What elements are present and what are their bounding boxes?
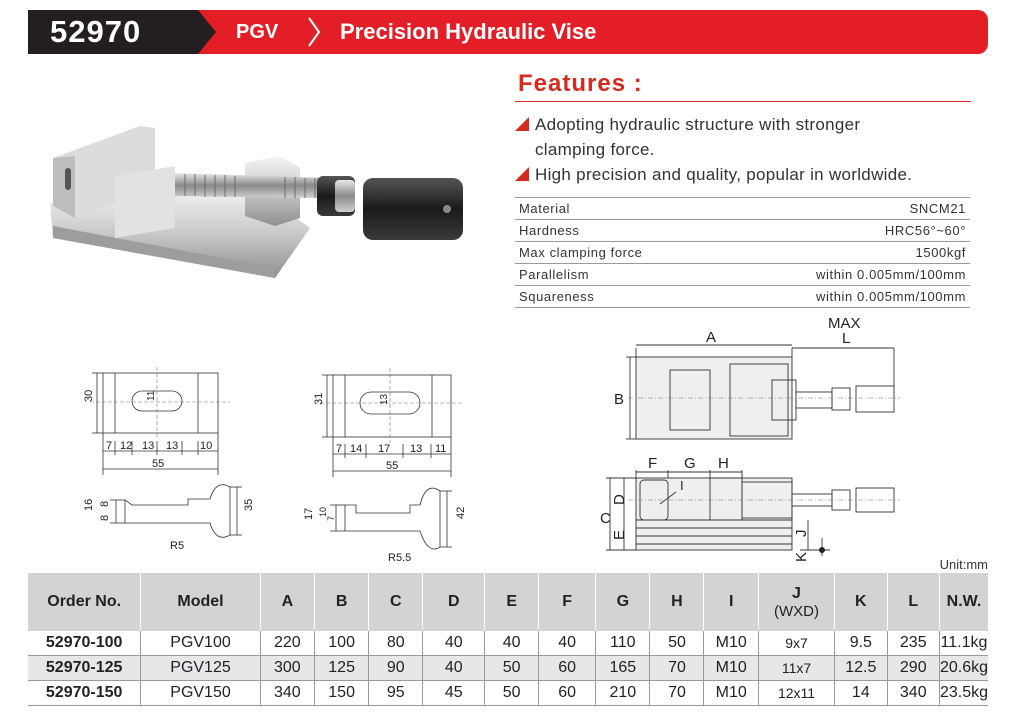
dim-slot: 13 xyxy=(379,393,390,405)
dim-side-a: 17 xyxy=(303,507,315,520)
cell: 12x11 xyxy=(758,681,834,706)
col-g: G xyxy=(596,573,650,631)
table-row xyxy=(28,681,988,706)
col-nw: N.W. xyxy=(939,573,988,631)
cell: 340 xyxy=(887,681,939,706)
title-banner xyxy=(28,10,988,54)
spec-label: Squareness xyxy=(515,286,722,308)
jaw-drawing-small xyxy=(70,365,255,565)
cell: 40 xyxy=(423,631,485,656)
dim-segment: 7 xyxy=(106,440,113,452)
col-a: A xyxy=(260,573,314,631)
dim-segment: 14 xyxy=(350,443,363,455)
cell: 20.6kg xyxy=(939,656,988,681)
cell: 50 xyxy=(485,681,539,706)
cell-model: PGV100 xyxy=(141,631,260,656)
col-j-sub: (WXD) xyxy=(773,602,819,620)
spec-row xyxy=(515,198,970,220)
cell: 45 xyxy=(423,681,485,706)
feature-text: High precision and quality, popular in worldwide. xyxy=(535,165,913,184)
cell-order-no: 52970-100 xyxy=(28,631,141,656)
code-arrow xyxy=(198,10,216,54)
cell: 340 xyxy=(260,681,314,706)
label-k: K xyxy=(793,551,810,562)
cell: 100 xyxy=(315,631,369,656)
label-d: D xyxy=(611,494,628,505)
cell: 210 xyxy=(596,681,650,706)
spec-row xyxy=(515,286,970,308)
label-f: F xyxy=(648,455,658,472)
col-f: F xyxy=(539,573,596,631)
dim-segment: 10 xyxy=(200,440,213,452)
dim-segment: 17 xyxy=(378,443,391,455)
feature-text: Adopting hydraulic structure with stronger clamping force. xyxy=(535,115,861,159)
cell: 110 xyxy=(596,631,650,656)
cell: 40 xyxy=(539,631,596,656)
label-c: C xyxy=(600,510,611,527)
label-max: MAX xyxy=(828,315,861,332)
unit-label: Unit:mm xyxy=(939,557,988,572)
col-b: B xyxy=(315,573,369,631)
cell: M10 xyxy=(704,656,758,681)
spec-table xyxy=(515,197,970,308)
dim-segment: 13 xyxy=(142,440,155,452)
cell: 290 xyxy=(887,656,939,681)
cell: M10 xyxy=(704,681,758,706)
series-label: PGV xyxy=(236,21,279,43)
spec-label: Material xyxy=(515,198,722,220)
table-header-row xyxy=(28,573,988,631)
spec-label: Hardness xyxy=(515,220,722,242)
cell: 60 xyxy=(539,681,596,706)
cell: 11x7 xyxy=(758,656,834,681)
cell: 235 xyxy=(887,631,939,656)
cell-order-no: 52970-150 xyxy=(28,681,141,706)
vise-photo xyxy=(45,118,475,288)
cell: 11.1kg xyxy=(939,631,988,656)
dim-height: 30 xyxy=(83,389,95,402)
label-l: L xyxy=(842,330,851,347)
dim-segment: 7 xyxy=(336,443,343,455)
cell: 70 xyxy=(650,681,704,706)
cell-model: PGV150 xyxy=(141,681,260,706)
label-h: H xyxy=(718,455,729,472)
features-divider xyxy=(515,101,971,102)
col-i: I xyxy=(704,573,758,631)
cell: M10 xyxy=(704,631,758,656)
dim-side-c: 8 xyxy=(99,514,111,521)
dim-radius: R5.5 xyxy=(388,552,412,564)
cell: 9.5 xyxy=(835,631,887,656)
spec-value: HRC56°~60° xyxy=(722,220,970,242)
cell: 12.5 xyxy=(835,656,887,681)
cell: 50 xyxy=(485,656,539,681)
label-g: G xyxy=(684,455,696,472)
col-j xyxy=(758,573,834,631)
jaw-drawing-large xyxy=(300,365,480,570)
spec-value: SNCM21 xyxy=(722,198,970,220)
cell: 95 xyxy=(369,681,423,706)
cell: 23.5kg xyxy=(939,681,988,706)
cell: 80 xyxy=(369,631,423,656)
cell: 14 xyxy=(835,681,887,706)
dim-side-h: 35 xyxy=(243,498,255,511)
label-i: I xyxy=(680,478,684,493)
col-k: K xyxy=(835,573,887,631)
cell: 50 xyxy=(650,631,704,656)
spec-row xyxy=(515,242,970,264)
bullet-triangle-icon xyxy=(515,167,529,181)
dim-height: 31 xyxy=(313,392,325,405)
cell-order-no: 52970-125 xyxy=(28,656,141,681)
table-row xyxy=(28,656,988,681)
bullet-triangle-icon xyxy=(515,117,529,131)
feature-item xyxy=(515,162,985,187)
product-code: 52970 xyxy=(28,10,198,54)
dim-total: 55 xyxy=(152,458,165,470)
spec-row xyxy=(515,220,970,242)
cell: 300 xyxy=(260,656,314,681)
table-row xyxy=(28,631,988,656)
col-c: C xyxy=(369,573,423,631)
dimension-table xyxy=(28,573,988,706)
feature-item xyxy=(515,112,935,162)
spec-value: within 0.005mm/100mm xyxy=(722,264,970,286)
cell: 40 xyxy=(423,656,485,681)
col-model: Model xyxy=(141,573,260,631)
spec-row xyxy=(515,264,970,286)
cell: 220 xyxy=(260,631,314,656)
cell: 125 xyxy=(315,656,369,681)
col-d: D xyxy=(423,573,485,631)
cell: 165 xyxy=(596,656,650,681)
chevron-right-icon xyxy=(306,16,322,48)
spec-label: Max clamping force xyxy=(515,242,722,264)
col-order-no: Order No. xyxy=(28,573,141,631)
dim-segment: 13 xyxy=(166,440,179,452)
dim-slot: 11 xyxy=(146,390,157,401)
cell: 90 xyxy=(369,656,423,681)
dim-segment: 12 xyxy=(120,440,133,452)
cell: 70 xyxy=(650,656,704,681)
dim-segment: 11 xyxy=(435,443,447,455)
spec-value: within 0.005mm/100mm xyxy=(722,286,970,308)
spec-value: 1500kgf xyxy=(722,242,970,264)
product-title: Precision Hydraulic Vise xyxy=(340,19,597,44)
col-h: H xyxy=(650,573,704,631)
col-j-letter: J xyxy=(792,584,801,602)
dim-side-h: 42 xyxy=(455,506,467,519)
dim-side-b: 8 xyxy=(99,500,111,507)
col-e: E xyxy=(485,573,539,631)
label-b: B xyxy=(614,391,625,408)
dim-total: 55 xyxy=(386,460,399,472)
dim-side-b: 10 xyxy=(318,506,328,517)
cell: 9x7 xyxy=(758,631,834,656)
label-e: E xyxy=(611,529,628,540)
dim-segment: 13 xyxy=(410,443,423,455)
spec-label: Parallelism xyxy=(515,264,722,286)
dim-side-c: 7 xyxy=(326,515,336,521)
features-title: Features : xyxy=(518,70,643,97)
label-j: J xyxy=(793,529,810,537)
cell-model: PGV125 xyxy=(141,656,260,681)
cell: 40 xyxy=(485,631,539,656)
label-a: A xyxy=(706,329,717,346)
assembly-drawing xyxy=(600,312,910,564)
cell: 60 xyxy=(539,656,596,681)
col-l: L xyxy=(887,573,939,631)
cell: 150 xyxy=(315,681,369,706)
dim-side-a: 16 xyxy=(83,498,95,511)
dim-radius: R5 xyxy=(170,540,185,552)
